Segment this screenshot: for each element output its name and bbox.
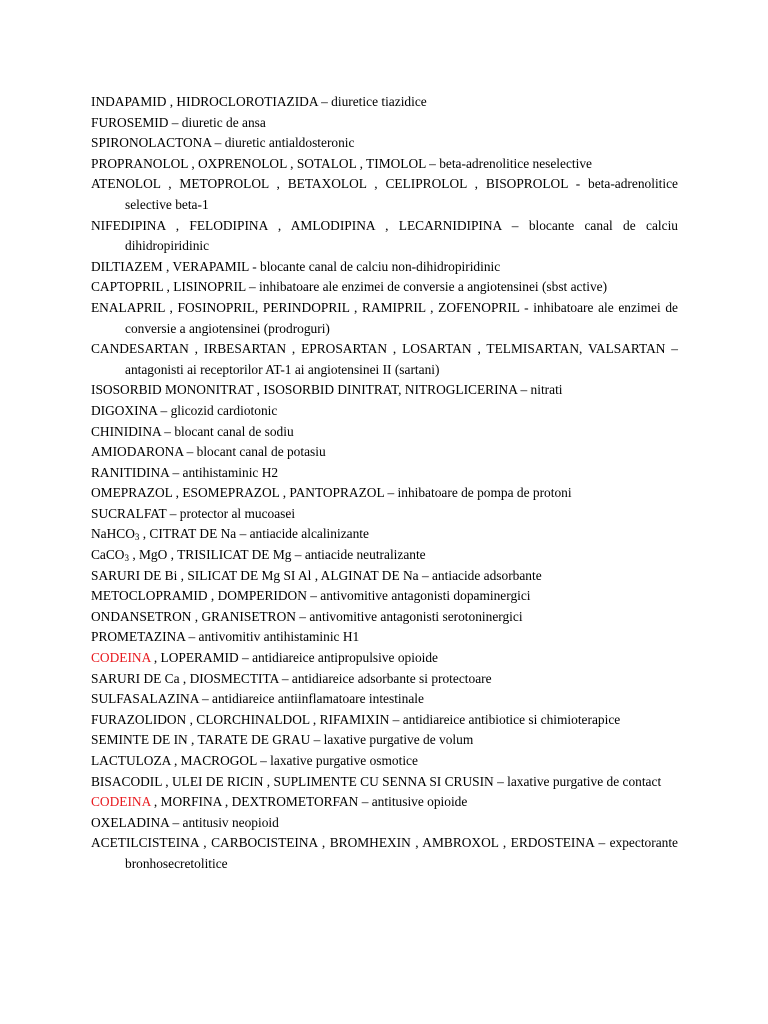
separator: – (310, 732, 324, 748)
drug-names: SPIRONOLACTONA (91, 135, 212, 151)
list-item (91, 257, 678, 278)
separator: – (501, 217, 529, 233)
drug-names: CHINIDINA (91, 423, 161, 439)
list-item (91, 339, 678, 380)
list-item (91, 133, 678, 154)
separator: – (594, 835, 610, 851)
drug-class: blocant canal de sodiu (174, 423, 294, 439)
drug-names: NaHCO (91, 526, 135, 542)
list-item (91, 730, 678, 751)
drug-class: antidiareice adsorbante si protectoare (291, 670, 492, 686)
list-item (91, 442, 678, 463)
separator: – (384, 485, 398, 501)
separator: – (183, 444, 197, 460)
drug-class: antivomitive antagonisti dopaminergici (320, 588, 531, 604)
drug-names: METOCLOPRAMID , DOMPERIDON (91, 588, 307, 604)
list-item (91, 380, 678, 401)
list-item (91, 401, 678, 422)
drug-names: LACTULOZA , MACROGOL (91, 753, 257, 768)
drug-names: SARURI DE Bi , SILICAT DE Mg SI Al , ALGINAT DE Na (91, 567, 419, 583)
drug-names: PROPRANOLOL , OXPRENOLOL , SOTALOL , TIMOLOL (91, 155, 426, 171)
drug-names: BISACODIL , ULEI DE RICIN , SUPLIMENTE CU SENNA SI CRUSIN (91, 773, 494, 789)
list-item (91, 689, 678, 710)
drug-names: SEMINTE DE IN , TARATE DE GRAU (91, 732, 311, 748)
list-item (91, 422, 678, 443)
drug-class: antitusiv neopioid (182, 814, 279, 830)
separator: – (317, 94, 332, 109)
drug-names: SARURI DE Ca , DIOSMECTITA (91, 670, 279, 686)
drug-class: laxative purgative de contact (507, 773, 662, 789)
separator: – (389, 711, 403, 727)
separator: – (358, 794, 372, 810)
list-item (91, 751, 678, 772)
drug-names-continued: , CITRAT DE Na (139, 526, 237, 542)
drug-names: , MORFINA , DEXTROMETORFAN (150, 794, 359, 810)
list-item (91, 627, 678, 648)
list-item (91, 669, 678, 690)
drug-class: antiacide alcalinizante (249, 526, 369, 542)
drug-names: INDAPAMID , HIDROCLOROTIAZIDA (91, 94, 318, 109)
drug-names: CaCO (91, 547, 125, 563)
list-item (91, 113, 678, 134)
drug-names: ACETILCISTEINA , CARBOCISTEINA , BROMHEXIN , AMBROXOL , ERDOSTEINA (91, 835, 594, 851)
drug-names: ISOSORBID MONONITRAT , ISOSORBID DINITRAT, NITROGLICERINA (91, 382, 518, 398)
drug-class: diuretic de ansa (181, 114, 266, 130)
separator: – (160, 423, 175, 439)
list-item (91, 277, 678, 298)
separator: – (238, 650, 253, 666)
list-item (91, 648, 678, 669)
drug-class: antidiareice antipropulsive opioide (252, 650, 438, 666)
drug-class: antidiareice antibiotice si chimioterapice (402, 711, 621, 727)
separator: – (198, 691, 213, 707)
drug-class: blocante canal de calciu dihidropiridinic (125, 217, 678, 254)
separator: – (493, 773, 508, 789)
drug-names: RANITIDINA (91, 464, 170, 480)
drug-names: , LOPERAMID (150, 650, 239, 666)
drug-names: AMIODARONA (91, 444, 184, 460)
separator: – (425, 155, 440, 171)
drug-class: beta-adrenolitice selective beta-1 (125, 176, 678, 212)
list-item (91, 710, 678, 731)
drug-names: SUCRALFAT (91, 505, 167, 521)
separator: – (278, 670, 292, 686)
drug-names: ENALAPRIL , FOSINOPRIL, PERINDOPRIL , RAMIPRIL , ZOFENOPRIL (91, 299, 520, 315)
drug-class-list (91, 92, 678, 875)
list-item (91, 586, 678, 607)
separator: – (157, 402, 171, 418)
list-item (91, 174, 678, 215)
list-item (91, 154, 678, 175)
list-item (91, 524, 678, 545)
separator: - (567, 176, 589, 192)
drug-class: antivomitiv antihistaminic H1 (198, 629, 360, 645)
drug-class: inhibatoare ale enzimei de conversie a angiotensinei (prodroguri) (125, 299, 678, 336)
subscript: 3 (134, 532, 140, 543)
separator: – (169, 464, 183, 480)
drug-class: antagonisti ai receptorilor AT-1 ai angiotensinei II (sartani) (125, 361, 440, 377)
separator: – (418, 567, 432, 583)
highlighted-drug-codeina: CODEINA (91, 650, 151, 666)
drug-names: FURAZOLIDON , CLORCHINALDOL , RIFAMIXIN (91, 711, 390, 727)
drug-class: antidiareice antiinflamatoare intestinale (212, 691, 424, 707)
drug-class: expectorante bronhosecretolitice (125, 835, 678, 871)
list-item (91, 772, 678, 793)
separator: – (245, 279, 260, 295)
subscript: 3 (124, 553, 129, 564)
list-item (91, 483, 678, 504)
drug-class: blocante canal de calciu non-dihidropiridinic (260, 258, 501, 274)
list-item (91, 298, 678, 339)
drug-names: PROMETAZINA (91, 629, 186, 645)
drug-names: OMEPRAZOL , ESOMEPRAZOL , PANTOPRAZOL (91, 485, 385, 501)
highlighted-drug-codeina: CODEINA (91, 794, 151, 810)
separator: – (665, 341, 678, 357)
drug-names-continued: , MgO , TRISILICAT DE Mg (128, 547, 292, 563)
drug-names: ATENOLOL , METOPROLOL , BETAXOLOL , CELIPROLOL , BISOPROLOL (91, 176, 568, 192)
drug-class: antihistaminic H2 (182, 464, 279, 480)
drug-class: blocant canal de potasiu (196, 444, 326, 460)
drug-names: OXELADINA (91, 814, 170, 830)
list-item (91, 92, 678, 113)
drug-class: diuretice tiazidice (331, 94, 427, 109)
separator: – (291, 547, 305, 563)
drug-class: beta-adrenolitice neselective (439, 155, 592, 171)
separator: – (236, 526, 250, 542)
drug-names: CANDESARTAN , IRBESARTAN , EPROSARTAN , LOSARTAN , TELMISARTAN, VALSARTAN (91, 341, 666, 357)
drug-class: laxative purgative de volum (323, 732, 474, 748)
separator: – (166, 505, 180, 521)
separator: – (517, 382, 531, 398)
drug-class: nitrati (530, 382, 563, 398)
list-item (91, 504, 678, 525)
list-item (91, 566, 678, 587)
drug-class: glicozid cardiotonic (170, 402, 278, 418)
separator: – (295, 608, 310, 624)
separator: – (168, 114, 182, 130)
drug-names: ONDANSETRON , GRANISETRON (91, 608, 296, 624)
drug-names: CAPTOPRIL , LISINOPRIL (91, 279, 246, 295)
list-item (91, 792, 678, 813)
drug-class: antitusive opioide (371, 794, 468, 810)
drug-class: antiacide neutralizante (304, 547, 426, 563)
drug-names: DIGOXINA (91, 402, 158, 418)
separator: – (256, 753, 271, 768)
drug-class: diuretic antialdosteronic (224, 135, 355, 151)
drug-class: inhibatoare de pompa de protoni (397, 485, 572, 501)
separator: – (306, 588, 321, 604)
drug-class: protector al mucoasei (179, 505, 296, 521)
separator: – (169, 814, 183, 830)
drug-names: NIFEDIPINA , FELODIPINA , AMLODIPINA , LECARNIDIPINA (91, 217, 502, 233)
list-item (91, 813, 678, 834)
list-item (91, 607, 678, 628)
list-item (91, 463, 678, 484)
drug-class: antiacide adsorbante (431, 567, 542, 583)
separator: - (248, 258, 260, 274)
list-item (91, 833, 678, 874)
separator: - (519, 299, 534, 315)
drug-class: inhibatoare ale enzimei de conversie a angiotensinei (sbst active) (259, 279, 608, 295)
list-item (91, 216, 678, 257)
drug-class: laxative purgative osmotice (270, 753, 418, 768)
separator: – (211, 135, 225, 151)
list-item (91, 545, 678, 566)
drug-names: SULFASALAZINA (91, 691, 199, 707)
separator: – (185, 629, 199, 645)
drug-class: antivomitive antagonisti serotoninergici (309, 608, 523, 624)
drug-names: FUROSEMID (91, 114, 169, 130)
drug-names: DILTIAZEM , VERAPAMIL (91, 258, 249, 274)
